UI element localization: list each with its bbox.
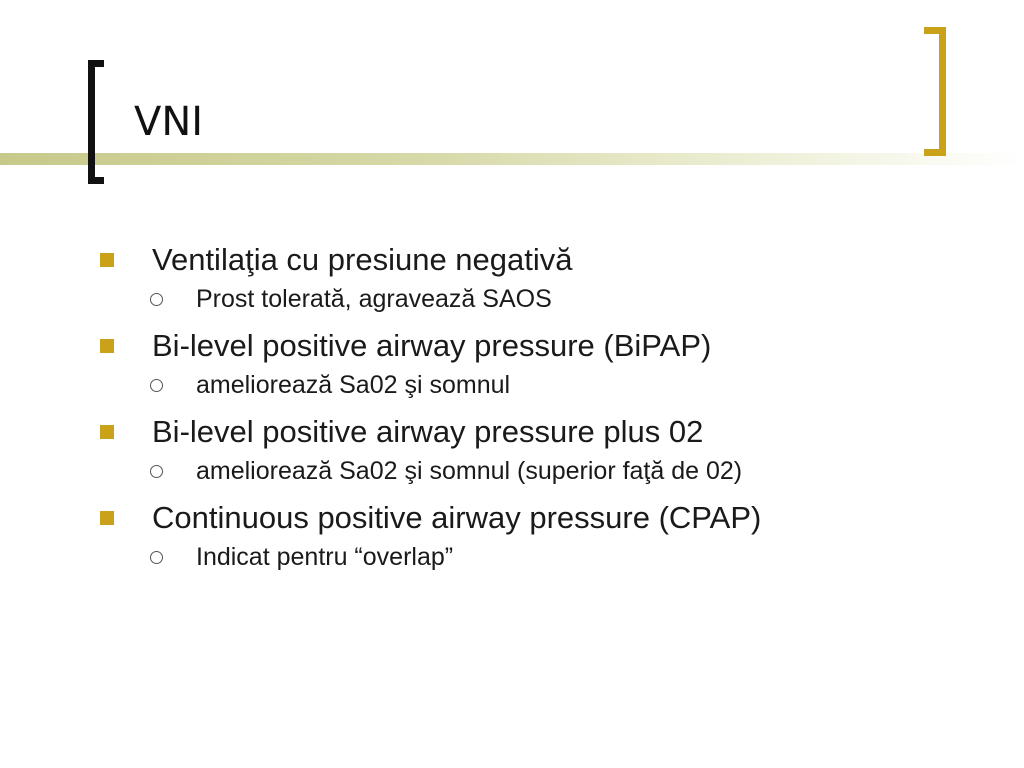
bullet-item (96, 410, 996, 488)
bullet-list (96, 238, 996, 582)
bullet-item (96, 324, 996, 402)
bullet-level-2 (150, 540, 996, 574)
circle-bullet-icon (150, 465, 163, 478)
circle-bullet-icon (150, 293, 163, 306)
bullet-item (96, 496, 996, 574)
left-bracket-decoration (88, 60, 104, 184)
bullet-level-1 (96, 496, 996, 540)
sub-bullet-text: Prost tolerată, agravează SAOS (196, 285, 552, 313)
bullet-text: Ventilaţia cu presiune negativă (152, 242, 573, 277)
circle-bullet-icon (150, 551, 163, 564)
bullet-text: Bi-level positive airway pressure (BiPAP) (152, 328, 712, 363)
slide-title: VNI (134, 99, 204, 145)
title-accent-stripe (0, 153, 1024, 165)
square-bullet-icon (100, 425, 114, 439)
bullet-level-2 (150, 368, 996, 402)
square-bullet-icon (100, 339, 114, 353)
bullet-level-1 (96, 324, 996, 368)
bullet-item (96, 238, 996, 316)
sub-bullet-text: ameliorează Sa02 şi somnul (196, 371, 511, 399)
bullet-level-2 (150, 282, 996, 316)
square-bullet-icon (100, 511, 114, 525)
bullet-text: Bi-level positive airway pressure plus 02 (152, 414, 704, 449)
sub-bullet-text: ameliorează Sa02 şi somnul (superior faţă de 02) (196, 457, 743, 485)
sub-bullet-text: Indicat pentru “overlap” (196, 543, 454, 571)
bullet-level-1 (96, 410, 996, 454)
bullet-level-1 (96, 238, 996, 282)
right-bracket-decoration (924, 27, 946, 156)
bullet-level-2 (150, 454, 996, 488)
circle-bullet-icon (150, 379, 163, 392)
square-bullet-icon (100, 253, 114, 267)
bullet-text: Continuous positive airway pressure (CPAP) (152, 500, 762, 535)
